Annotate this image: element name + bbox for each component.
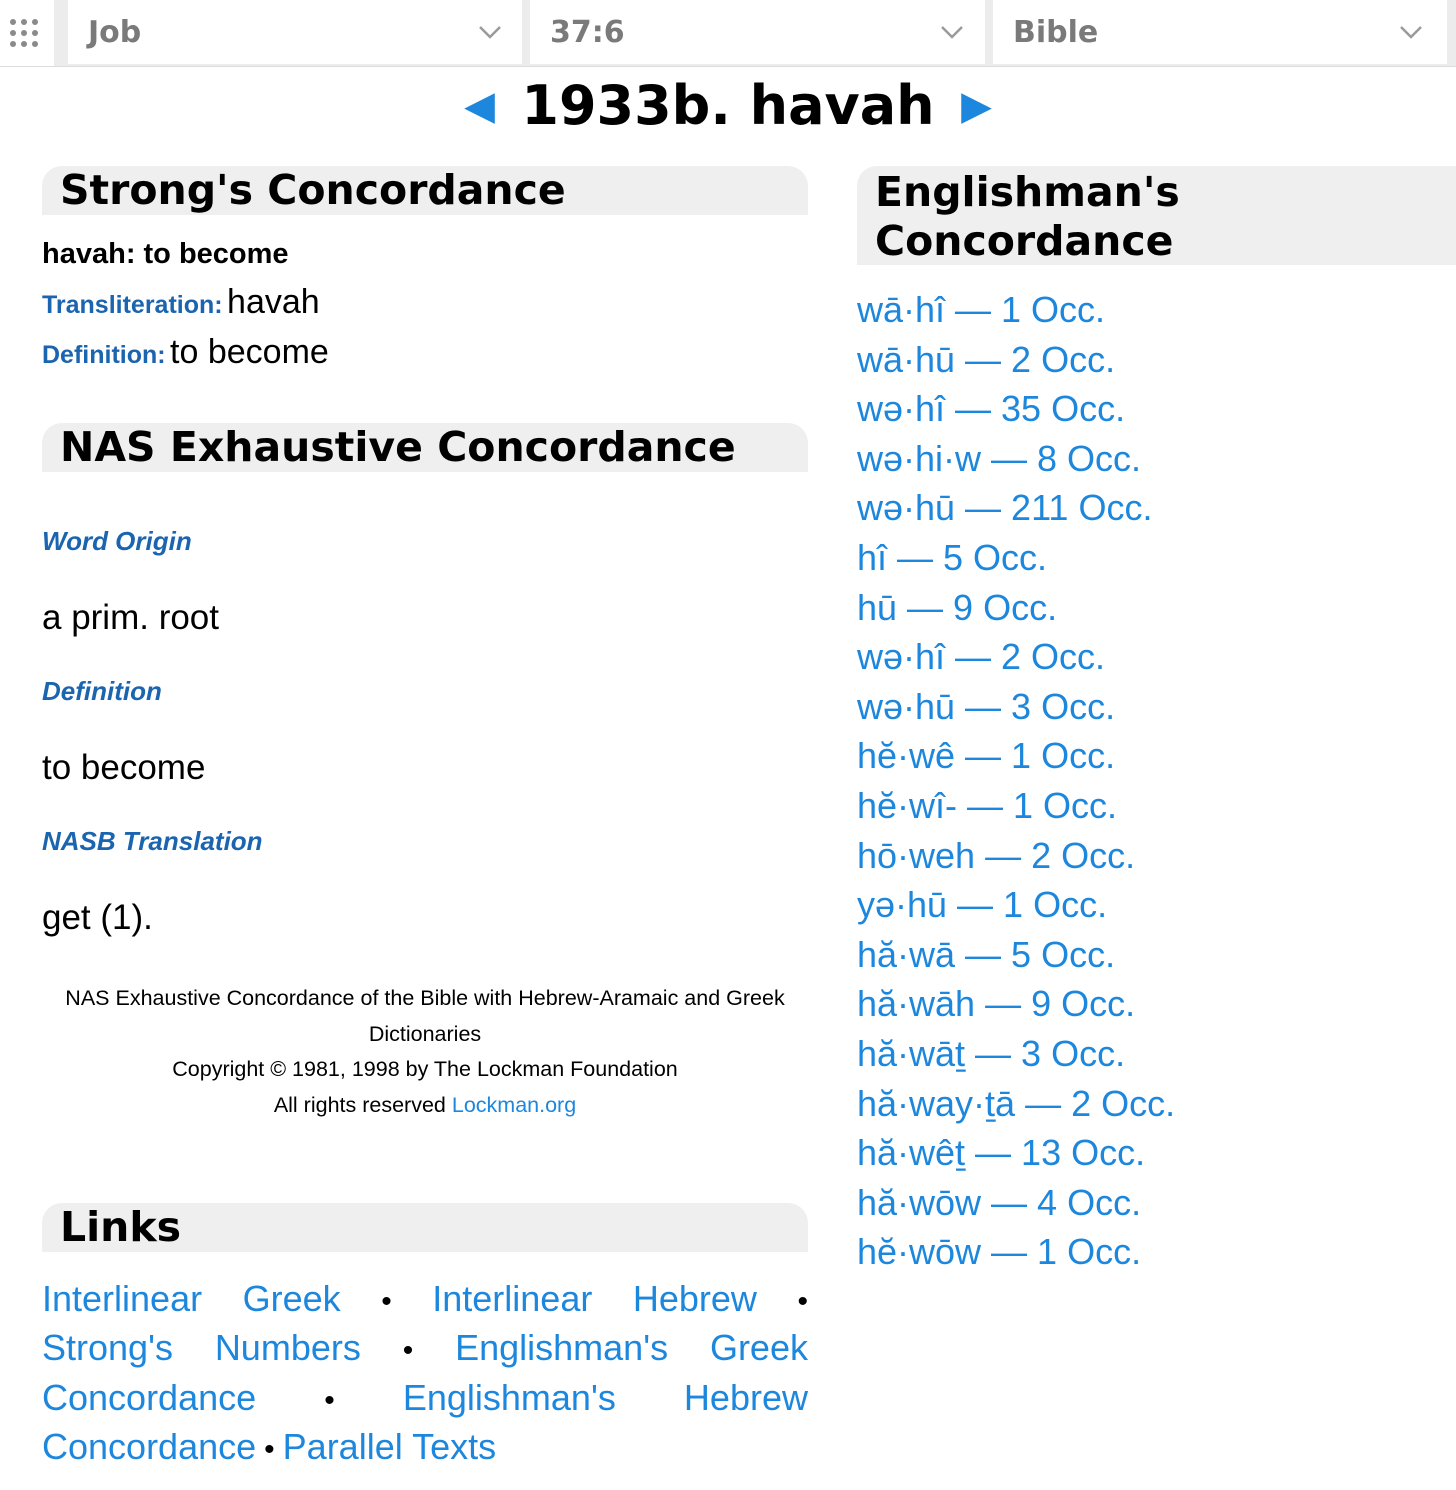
page-title: 1933b. havah <box>521 74 935 137</box>
chevron-down-icon <box>940 24 964 40</box>
title-row <box>0 76 1456 140</box>
book-select[interactable] <box>68 0 522 64</box>
interlinear-hebrew-link[interactable]: Hebrew <box>632 1278 757 1319</box>
rights-reserved-text: All rights reserved <box>273 1092 446 1117</box>
transliteration-value: havah <box>227 283 320 321</box>
transliteration-row <box>42 283 320 322</box>
definition-row <box>42 333 329 372</box>
occurrence-link[interactable]: wə·hi·w — 8 Occ. <box>857 437 1142 479</box>
link-separator: • <box>797 1285 808 1318</box>
occurrence-link[interactable]: hō·weh — 2 Occ. <box>857 834 1136 876</box>
englishmans-heading-line-1: Englishman's <box>875 168 1180 216</box>
englishmans-greek-concordance-link[interactable]: Greek <box>709 1327 808 1368</box>
occurrence-link[interactable]: hĕ·wōw — 1 Occ. <box>857 1231 1142 1273</box>
lockman-link[interactable]: Lockman.org <box>451 1092 577 1117</box>
occurrence-link[interactable]: wə·hū — 211 Occ. <box>857 487 1153 529</box>
interlinear-greek-link[interactable]: Greek <box>242 1278 341 1319</box>
englishmans-concordance-heading <box>857 166 1456 265</box>
occurrence-link[interactable]: hū — 9 Occ. <box>857 586 1058 628</box>
copyright-line-3 <box>42 1088 808 1124</box>
occurrence-list <box>857 285 1175 1277</box>
version-select[interactable] <box>993 0 1447 64</box>
strongs-summary: havah: to become <box>42 238 289 270</box>
occurrence-link[interactable]: hă·wōw — 4 Occ. <box>857 1181 1142 1223</box>
top-navigation-bar <box>0 0 1456 67</box>
book-select-value: Job <box>88 15 142 50</box>
occurrence-link[interactable]: hĕ·wî- — 1 Occ. <box>857 784 1118 826</box>
links-line <box>42 1323 808 1376</box>
nasb-translation-label: NASB Translation <box>42 826 263 856</box>
strongs-numbers-link[interactable]: Strong's <box>42 1327 173 1368</box>
chevron-down-icon <box>1399 24 1423 40</box>
occurrence-link[interactable]: wə·hî — 35 Occ. <box>857 388 1126 430</box>
link-separator: • <box>381 1285 392 1318</box>
occurrence-link[interactable]: hă·wêṯ — 13 Occ. <box>857 1132 1146 1174</box>
links-heading: Links <box>42 1203 808 1252</box>
occurrence-link[interactable]: hĕ·wê — 1 Occ. <box>857 735 1116 777</box>
chevron-down-icon <box>478 24 502 40</box>
copyright-line-2: Copyright © 1981, 1998 by The Lockman Foundation <box>172 1057 678 1081</box>
word-origin-label: Word Origin <box>42 526 192 556</box>
previous-entry-arrow-icon[interactable]: ◀ <box>464 83 495 129</box>
next-entry-arrow-icon[interactable]: ▶ <box>961 83 992 129</box>
englishmans-heading-line-2: Concordance <box>875 217 1174 265</box>
occurrence-link[interactable]: hă·wāṯ — 3 Occ. <box>857 1032 1126 1074</box>
englishmans-hebrew-concordance-link[interactable]: Englishman's <box>402 1377 616 1418</box>
occurrence-link[interactable]: wə·hî — 2 Occ. <box>857 636 1106 678</box>
links-line <box>42 1373 808 1426</box>
occurrence-link[interactable]: yə·hū — 1 Occ. <box>857 884 1108 926</box>
englishmans-hebrew-concordance-link[interactable]: Hebrew <box>683 1377 808 1418</box>
englishmans-greek-concordance-link[interactable]: Englishman's <box>455 1327 669 1368</box>
parallel-texts-link[interactable]: Parallel Texts <box>282 1426 497 1467</box>
transliteration-label: Transliteration: <box>42 291 223 319</box>
occurrence-link[interactable]: hî — 5 Occ. <box>857 536 1048 578</box>
word-origin-text: a prim. root <box>42 598 219 637</box>
englishmans-greek-concordance-link[interactable]: Concordance <box>42 1377 257 1418</box>
strongs-numbers-link[interactable]: Numbers <box>214 1327 361 1368</box>
nas-definition-text: to become <box>42 748 206 787</box>
grid-menu-icon[interactable] <box>0 0 54 66</box>
interlinear-hebrew-link[interactable]: Interlinear <box>432 1278 593 1319</box>
links-line <box>42 1274 808 1327</box>
chapter-verse-select[interactable] <box>530 0 985 64</box>
nas-definition-label: Definition <box>42 676 162 706</box>
englishmans-hebrew-concordance-link[interactable]: Concordance <box>42 1426 257 1467</box>
link-separator: • <box>402 1334 414 1367</box>
occurrence-link[interactable]: wā·hū — 2 Occ. <box>857 338 1116 380</box>
strongs-concordance-heading: Strong's Concordance <box>42 166 808 215</box>
interlinear-greek-link[interactable]: Interlinear <box>42 1278 203 1319</box>
occurrence-link[interactable]: hă·wā — 5 Occ. <box>857 933 1116 975</box>
copyright-notice <box>42 981 808 1123</box>
definition-value: to become <box>170 333 329 371</box>
definition-label: Definition: <box>42 341 166 369</box>
occurrence-link[interactable]: wā·hî — 1 Occ. <box>857 289 1106 330</box>
occurrence-link[interactable]: hă·wāh — 9 Occ. <box>857 983 1136 1025</box>
occurrence-link[interactable]: wə·hū — 3 Occ. <box>857 685 1116 727</box>
links-line <box>42 1422 808 1475</box>
occurrence-link[interactable]: hă·way·ṯā — 2 Occ. <box>857 1082 1176 1124</box>
nasb-translation-text: get (1). <box>42 898 153 937</box>
copyright-line-1: NAS Exhaustive Concordance of the Bible with Hebrew-Aramaic and Greek Dictionaries <box>65 986 785 1046</box>
link-separator: • <box>264 1433 275 1466</box>
nas-exhaustive-concordance-heading: NAS Exhaustive Concordance <box>42 423 808 472</box>
version-select-value: Bible <box>1013 15 1099 50</box>
link-separator: • <box>324 1384 335 1417</box>
chapter-verse-select-value: 37:6 <box>550 15 625 50</box>
